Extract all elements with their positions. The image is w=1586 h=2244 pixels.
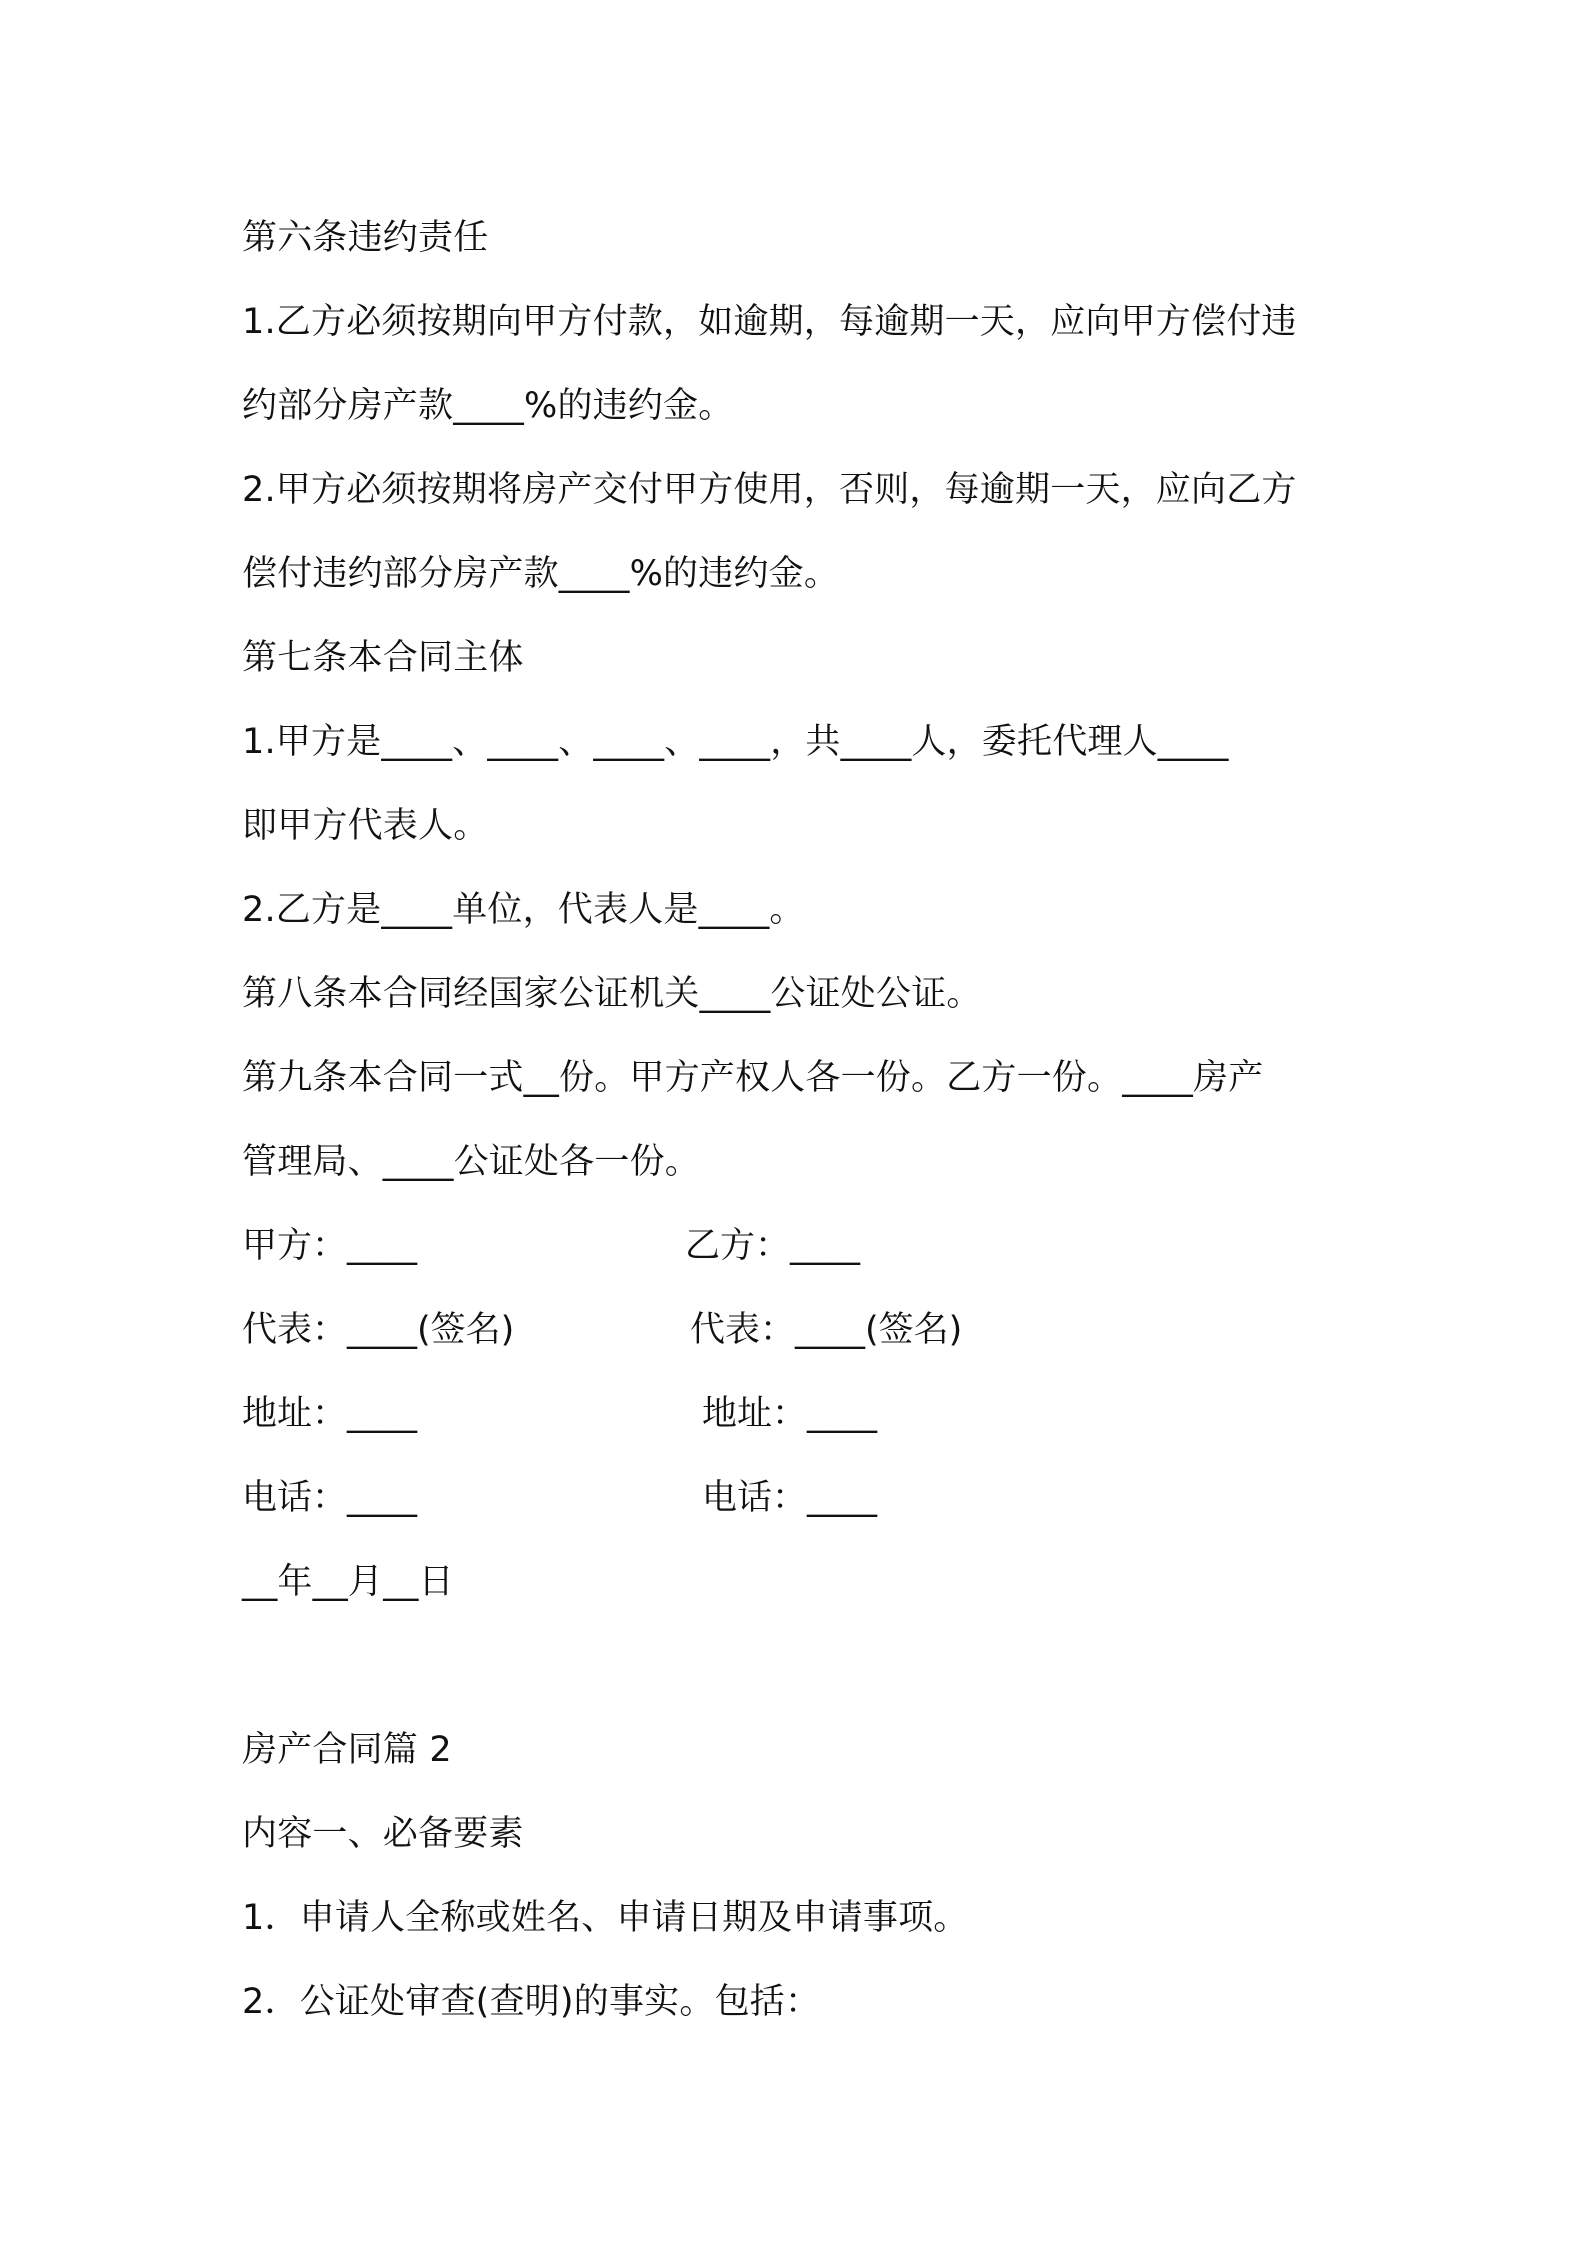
article-9-line-1: 第九条本合同一式__份。甲方产权人各一份。乙方一份。____房产 <box>242 1058 1264 1098</box>
article-7-item-1-line-2: 即甲方代表人。 <box>242 806 489 846</box>
party-a-field: 甲方：____ <box>242 1226 418 1266</box>
article-6-item-1-line-2: 约部分房产款____%的违约金。 <box>242 386 734 426</box>
phone-a-field: 电话：____ <box>242 1478 418 1518</box>
article-7-title: 第七条本合同主体 <box>242 638 524 678</box>
section-2-title: 房产合同篇 2 <box>242 1730 452 1770</box>
article-8-text: 第八条本合同经国家公证机关____公证处公证。 <box>242 974 982 1014</box>
article-6-item-2-line-1: 2.甲方必须按期将房产交付甲方使用，否则，每逾期一天，应向乙方 <box>242 470 1297 510</box>
article-6-item-2-line-2: 偿付违约部分房产款____%的违约金。 <box>242 554 840 594</box>
section-2-item-1: 1．申请人全称或姓名、申请日期及申请事项。 <box>242 1898 969 1938</box>
article-7-item-2: 2.乙方是____单位，代表人是____。 <box>242 890 805 930</box>
address-b-field: 地址：____ <box>702 1394 878 1434</box>
article-7-item-1-line-1: 1.甲方是____、____、____、____，共____人，委托代理人____ <box>242 722 1229 762</box>
section-spacer <box>242 1624 1362 1708</box>
document-body <box>242 196 1362 2044</box>
section-2-item-2: 2．公证处审查(查明)的事实。包括： <box>242 1982 821 2022</box>
signature-row-address <box>242 1372 1362 1456</box>
party-b-field: 乙方：____ <box>685 1226 861 1266</box>
section-2-content-title: 内容一、必备要素 <box>242 1814 524 1854</box>
address-a-field: 地址：____ <box>242 1394 418 1434</box>
representative-b-field: 代表：____(签名) <box>690 1310 963 1350</box>
representative-a-field: 代表：____(签名) <box>242 1310 515 1350</box>
signature-row-phone <box>242 1456 1362 1540</box>
article-9-line-2: 管理局、____公证处各一份。 <box>242 1142 701 1182</box>
article-6-item-1-line-1: 1.乙方必须按期向甲方付款，如逾期，每逾期一天，应向甲方偿付违 <box>242 302 1297 342</box>
signature-row-party <box>242 1204 1362 1288</box>
signing-date: __年__月__日 <box>242 1562 454 1602</box>
article-6-title: 第六条违约责任 <box>242 218 489 258</box>
phone-b-field: 电话：____ <box>702 1478 878 1518</box>
signature-row-representative <box>242 1288 1362 1372</box>
